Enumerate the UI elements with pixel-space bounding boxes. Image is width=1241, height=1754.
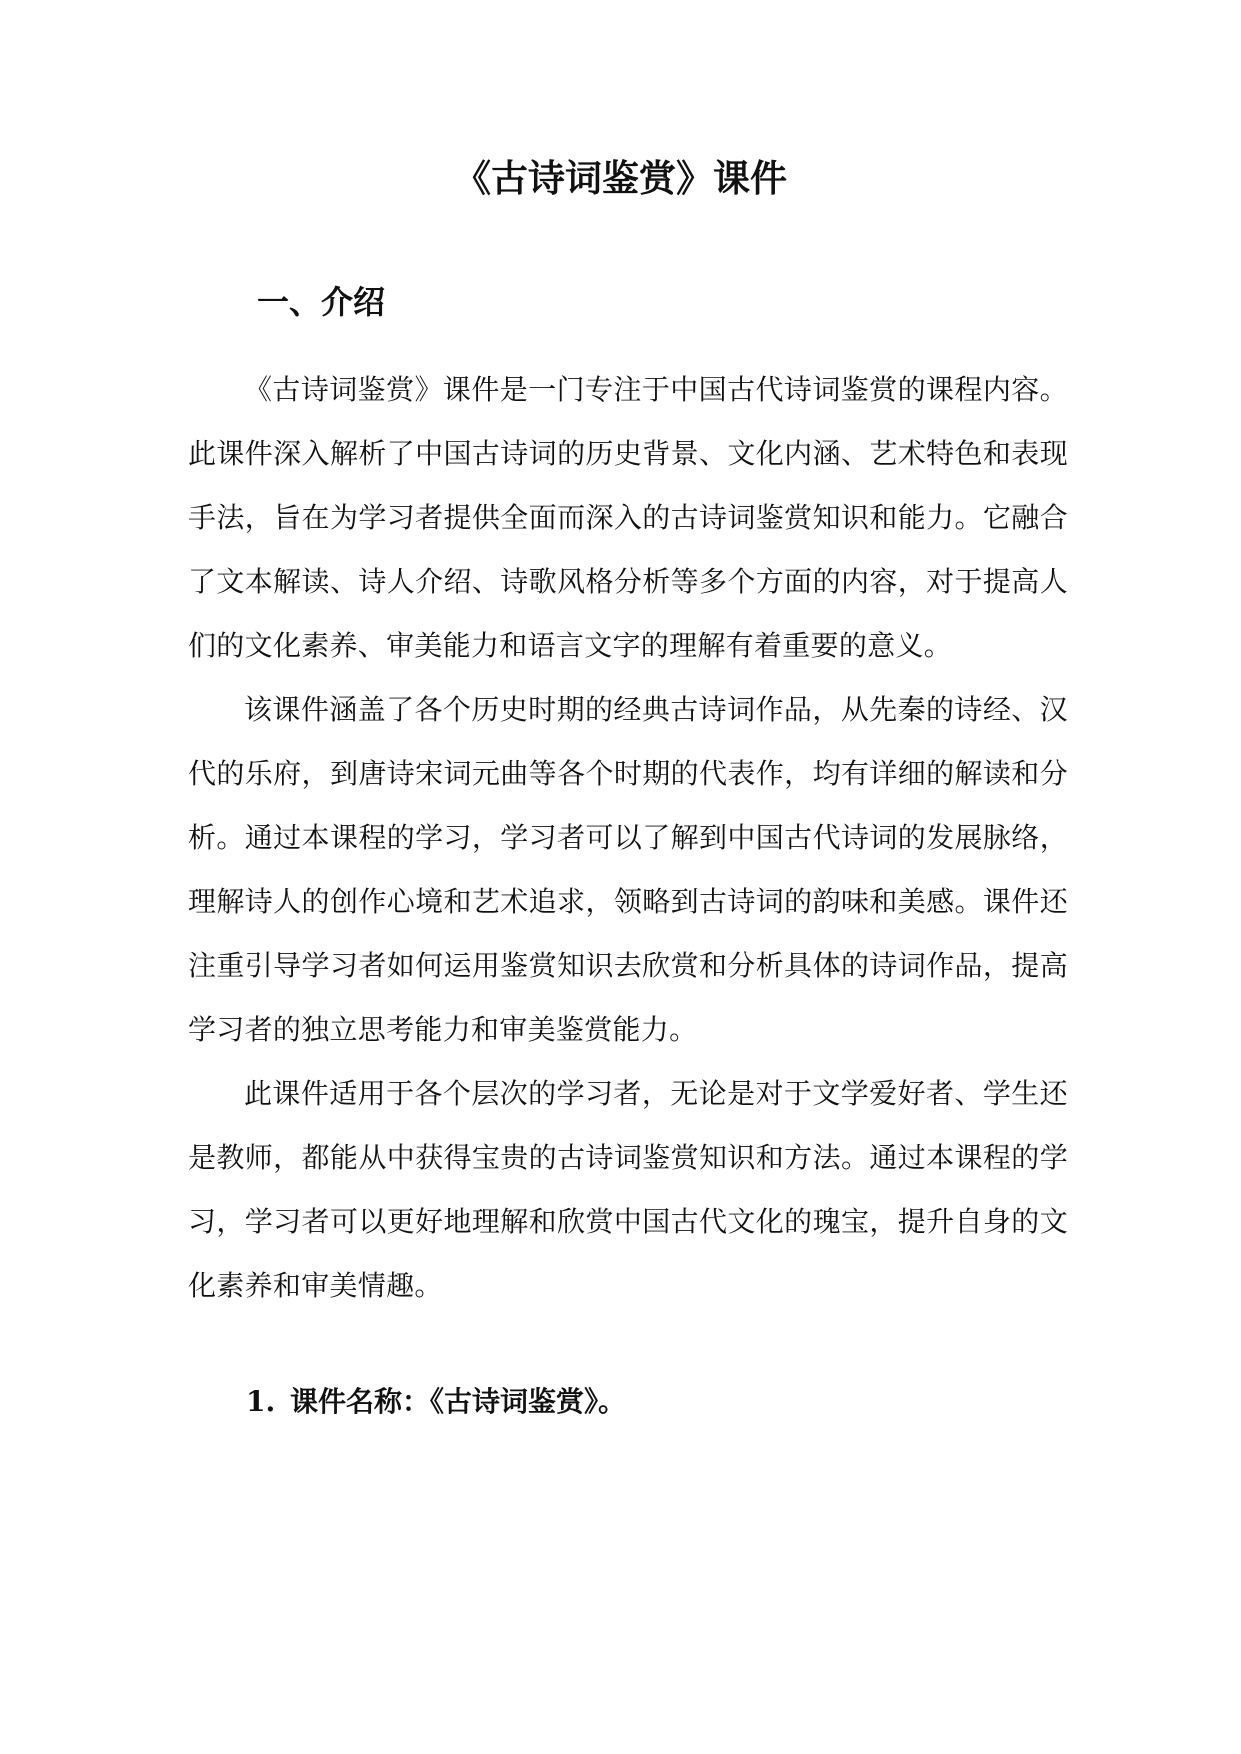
paragraph-audience: 此课件适用于各个层次的学习者，无论是对于文学爱好者、学生还是教师，都能从中获得宝贵的古诗词鉴赏知识和方法。通过本课程的学习，学习者可以更好地理解和欣赏中国古代文化的瑰宝，提升自身的文化素养和审美情趣。 [188, 1077, 1068, 1302]
document-title: 《古诗词鉴赏》课件 [454, 156, 787, 200]
document-body [188, 358, 1068, 1318]
list-item-number: 1. [246, 1385, 276, 1418]
list-item-course-name [246, 1374, 626, 1430]
section-heading: 一、介绍 [257, 283, 386, 321]
paragraph-coverage: 该课件涵盖了各个历史时期的经典古诗词作品，从先秦的诗经、汉代的乐府，到唐诗宋词元曲等各个时期的代表作，均有详细的解读和分析。通过本课程的学习，学习者可以了解到中国古代诗词的发展脉络，理解诗人的创作心境和艺术追求，领略到古诗词的韵味和美感。课件还注重引导学习者如何运用鉴赏知识去欣赏和分析具体的诗词作品，提高学习者的独立思考能力和审美鉴赏能力。 [188, 693, 1068, 1046]
list-item-text: 课件名称：《古诗词鉴赏》。 [290, 1385, 627, 1418]
paragraph-intro: 《古诗词鉴赏》课件是一门专注于中国古代诗词鉴赏的课程内容。此课件深入解析了中国古诗词的历史背景、文化内涵、艺术特色和表现手法，旨在为学习者提供全面而深入的古诗词鉴赏知识和能力。它融合了文本解读、诗人介绍、诗歌风格分析等多个方面的内容，对于提高人们的文化素养、审美能力和语言文字的理解有着重要的意义。 [188, 373, 1068, 662]
